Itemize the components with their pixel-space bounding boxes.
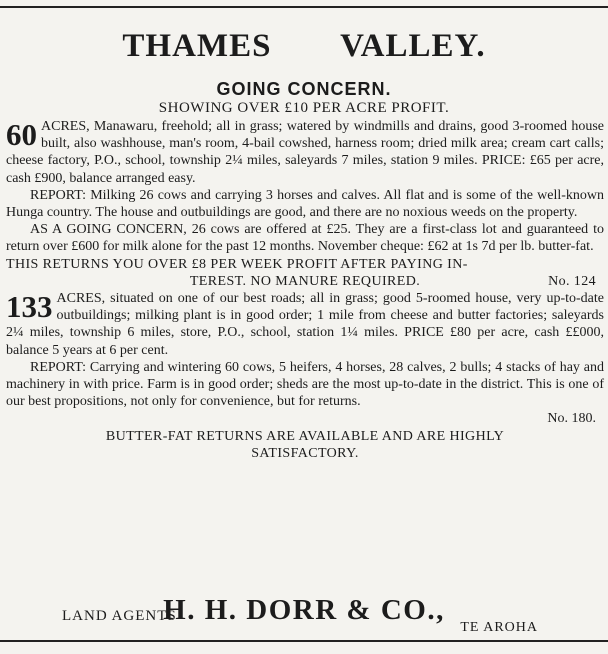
ad-subtitle: GOING CONCERN. bbox=[216, 79, 392, 99]
butter-fat-line-1: BUTTER-FAT RETURNS ARE AVAILABLE AND ARE HIGHLY bbox=[105, 428, 505, 444]
listing-1-returns-line-2: TEREST. NO MANURE REQUIRED. bbox=[189, 273, 421, 289]
butter-fat-line-2: SATISFACTORY. bbox=[251, 445, 359, 461]
listing-2-acres: 133 bbox=[6, 289, 53, 325]
listing-1-acres: 60 bbox=[6, 117, 37, 152]
listing-2-number: No. 180. bbox=[547, 411, 596, 427]
listing-1-report: REPORT: Milking 26 cows and carrying 3 horses and calves. All flat and is some of the well-known Hunga country. The house and outbuildings are good, and there are no noxious weeds on the property. bbox=[6, 187, 604, 221]
listing-2-description bbox=[6, 290, 604, 359]
listing-2-text: ACRES, situated on one of our best roads; all in grass; good 5-roomed house, very up-to-date outbuildings; milking plant is in good order; 1 mile from cheese and butter factories; saleyards 2¼ miles, township 6 miles, store, P.O., school, station 1¼ miles. PRICE £80 per acre, cash ££000, balance 5 years at 6 per cent. bbox=[6, 291, 604, 358]
ad-title: THAMES VALLEY. bbox=[122, 28, 486, 64]
listing-1-text: ACRES, Manawaru, freehold; all in grass; watered by windmills and drains, good 3-roomed house built, also washhouse, man's room, 4-bail cowshed, harness room; dried milk area; cream cart calls; cheese factory, P.O., school, township 2¼ miles, saleyards 7 miles, station 9 miles. PRICE: £65 per acre, cash £900, balance arranged easy. bbox=[6, 119, 604, 186]
firm-town: TE AROHA bbox=[460, 620, 538, 635]
top-rule bbox=[0, 6, 608, 8]
firm-name: H. H. DORR & CO., bbox=[163, 594, 445, 626]
listing-1-number: No. 124 bbox=[548, 273, 596, 289]
listing-1-description bbox=[6, 118, 604, 187]
bottom-rule bbox=[0, 640, 608, 642]
listing-2-butter-fat bbox=[6, 428, 604, 462]
listing-1-returns bbox=[6, 256, 604, 290]
listing-1-going-concern: AS A GOING CONCERN, 26 cows are offered at £25. They are a first-class lot and guaranteed to return over £600 for milk alone for the past 12 months. November cheque: £62 at 1s 7d per lb. butter-fat. bbox=[6, 222, 604, 255]
ad-body bbox=[6, 118, 604, 462]
listing-2-report: REPORT: Carrying and wintering 60 cows, 5 heifers, 4 horses, 28 calves, 2 bulls; 4 stacks of hay and machinery in with price. Farm is in good order; sheds are the most up-to-date in the district. This is one of our best propositions, not only for convenience, but for returns. bbox=[6, 359, 604, 410]
firm-role: LAND AGENTS bbox=[62, 608, 177, 624]
ad-tagline: SHOWING OVER £10 PER ACRE PROFIT. bbox=[158, 100, 450, 116]
listing-1-returns-line-1: THIS RETURNS YOU OVER £8 PER WEEK PROFIT AFTER PAYING IN- bbox=[6, 256, 468, 272]
